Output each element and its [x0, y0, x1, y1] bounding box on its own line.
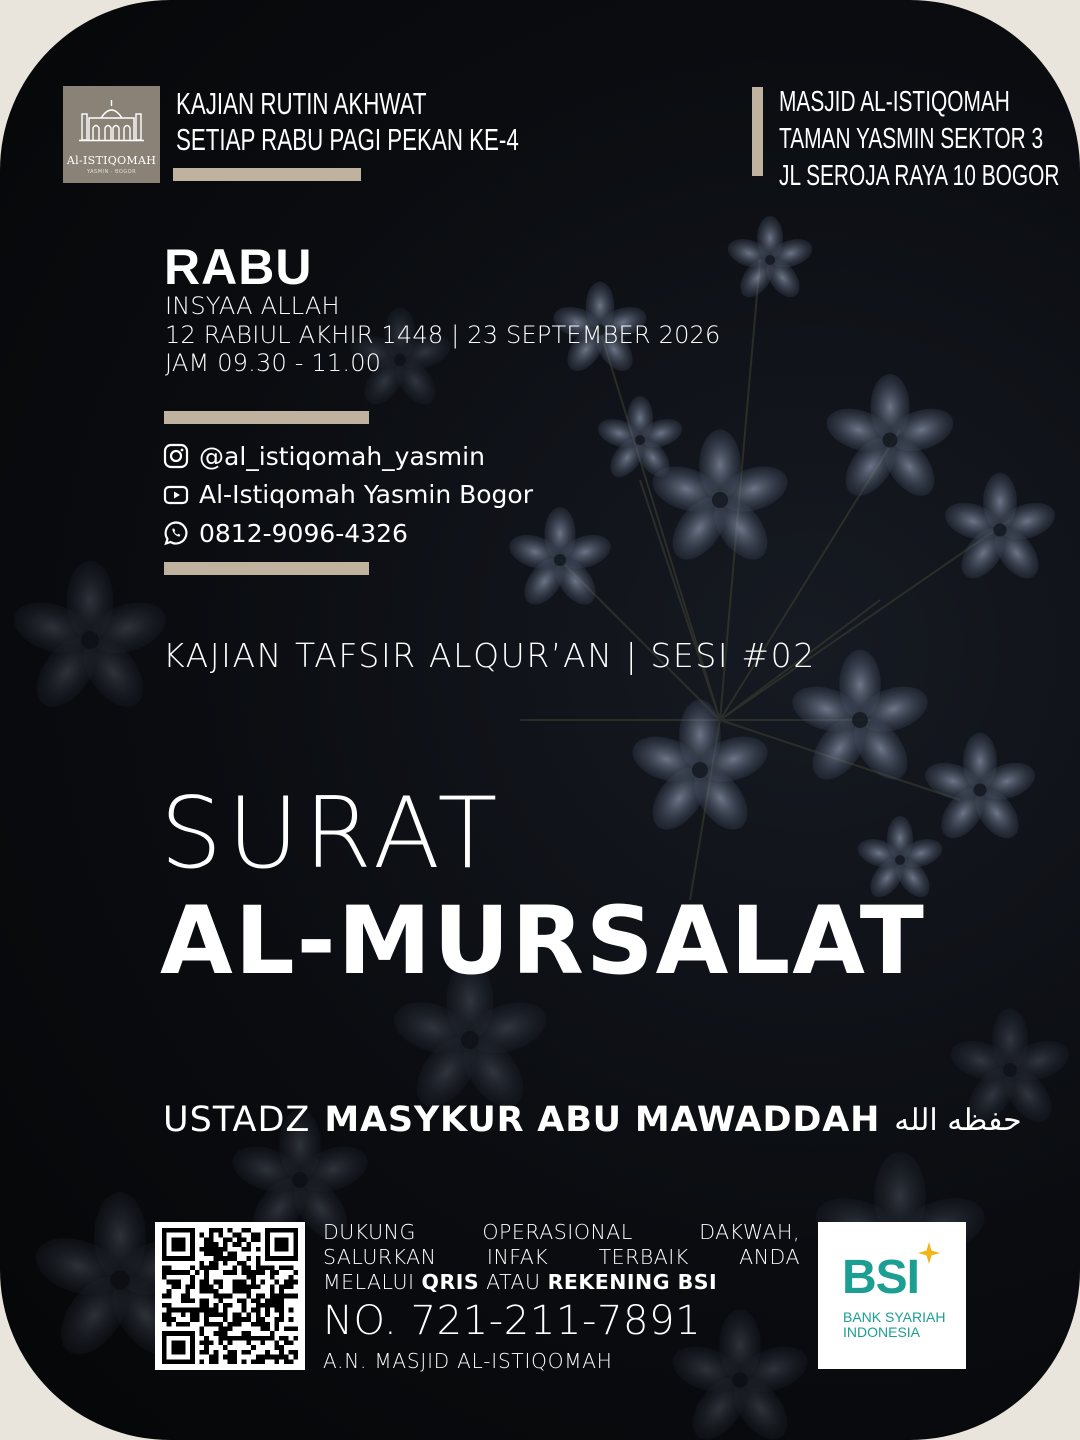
- mosque-icon: [79, 96, 144, 144]
- contact-list: [163, 437, 533, 553]
- header-right-address: [779, 84, 1080, 195]
- logo-name: Al-ISTIQOMAH: [66, 154, 157, 167]
- whatsapp-number: 0812-9096-4326: [199, 518, 408, 548]
- schedule-line-1: INSYAA ALLAH: [165, 292, 340, 320]
- header-left-line-1: KAJIAN RUTIN AKHWAT: [176, 86, 427, 121]
- whatsapp-icon: [163, 520, 189, 546]
- speaker: [163, 1100, 1022, 1140]
- bsi-name-line-2: INDONESIA: [843, 1324, 921, 1340]
- donation-line-2: SALURKAN INFAK TERBAIK ANDA: [323, 1245, 800, 1269]
- bsi-logo: [818, 1222, 966, 1369]
- speaker-honorific: حفظه الله: [894, 1102, 1022, 1138]
- logo-subtitle: YASMIN · BOGOR: [86, 169, 137, 175]
- instagram-handle: @al_istiqomah_yasmin: [199, 441, 485, 471]
- contact-whatsapp[interactable]: [163, 514, 533, 553]
- schedule-line-3: JAM 09.30 - 11.00: [165, 349, 382, 377]
- address-vertical-bar: [752, 87, 763, 176]
- donation-qris: QRIS: [421, 1270, 480, 1294]
- donation-line-3: [323, 1270, 800, 1295]
- account-number: NO. 721-211-7891: [323, 1298, 702, 1344]
- donation-line-1: DUKUNG OPERASIONAL DAKWAH,: [323, 1220, 800, 1244]
- youtube-icon: [163, 482, 189, 508]
- contact-instagram[interactable]: [163, 437, 533, 476]
- donation-line-3-mid: ATAU: [479, 1270, 548, 1294]
- address-line-2: TAMAN YASMIN SEKTOR 3: [779, 123, 1044, 155]
- bsi-name-line-1: BANK SYARIAH: [843, 1309, 946, 1325]
- qris-code[interactable]: [155, 1222, 305, 1370]
- header-divider: [173, 168, 361, 181]
- topic-line-1: SURAT: [160, 777, 503, 891]
- instagram-icon: [163, 443, 189, 469]
- day-title: RABU: [164, 239, 313, 295]
- donation-bank: REKENING BSI: [547, 1270, 718, 1294]
- bsi-mark: BSI: [842, 1251, 920, 1304]
- schedule-info: [165, 292, 721, 378]
- donation-line-3-prefix: MELALUI: [323, 1270, 422, 1294]
- speaker-title: USTADZ: [163, 1100, 311, 1140]
- header-left: [176, 86, 652, 158]
- speaker-name: MASYKUR ABU MAWADDAH: [324, 1100, 881, 1140]
- youtube-channel: Al-Istiqomah Yasmin Bogor: [199, 480, 533, 510]
- schedule-line-2: 12 RABIUL AKHIR 1448 | 23 SEPTEMBER 2026: [165, 320, 721, 349]
- mosque-logo: [63, 86, 160, 183]
- account-name: A.N. MASJID AL-ISTIQOMAH: [323, 1349, 613, 1373]
- address-line-3: JL SEROJA RAYA 10 BOGOR: [779, 160, 1060, 192]
- session-title: KAJIAN TAFSIR ALQUR’AN | SESI #02: [163, 636, 816, 675]
- star-icon: [918, 1242, 940, 1264]
- bsi-name: [843, 1310, 945, 1340]
- contact-youtube[interactable]: [163, 476, 533, 515]
- donation-text: [323, 1220, 800, 1295]
- address-line-1: MASJID AL-ISTIQOMAH: [779, 86, 1010, 118]
- schedule-divider: [164, 411, 369, 424]
- contacts-divider: [164, 562, 369, 575]
- qr-code-icon: [161, 1228, 299, 1364]
- header-left-line-2: SETIAP RABU PAGI PEKAN KE-4: [176, 122, 519, 157]
- topic-line-2: AL-MURSALAT: [160, 887, 926, 996]
